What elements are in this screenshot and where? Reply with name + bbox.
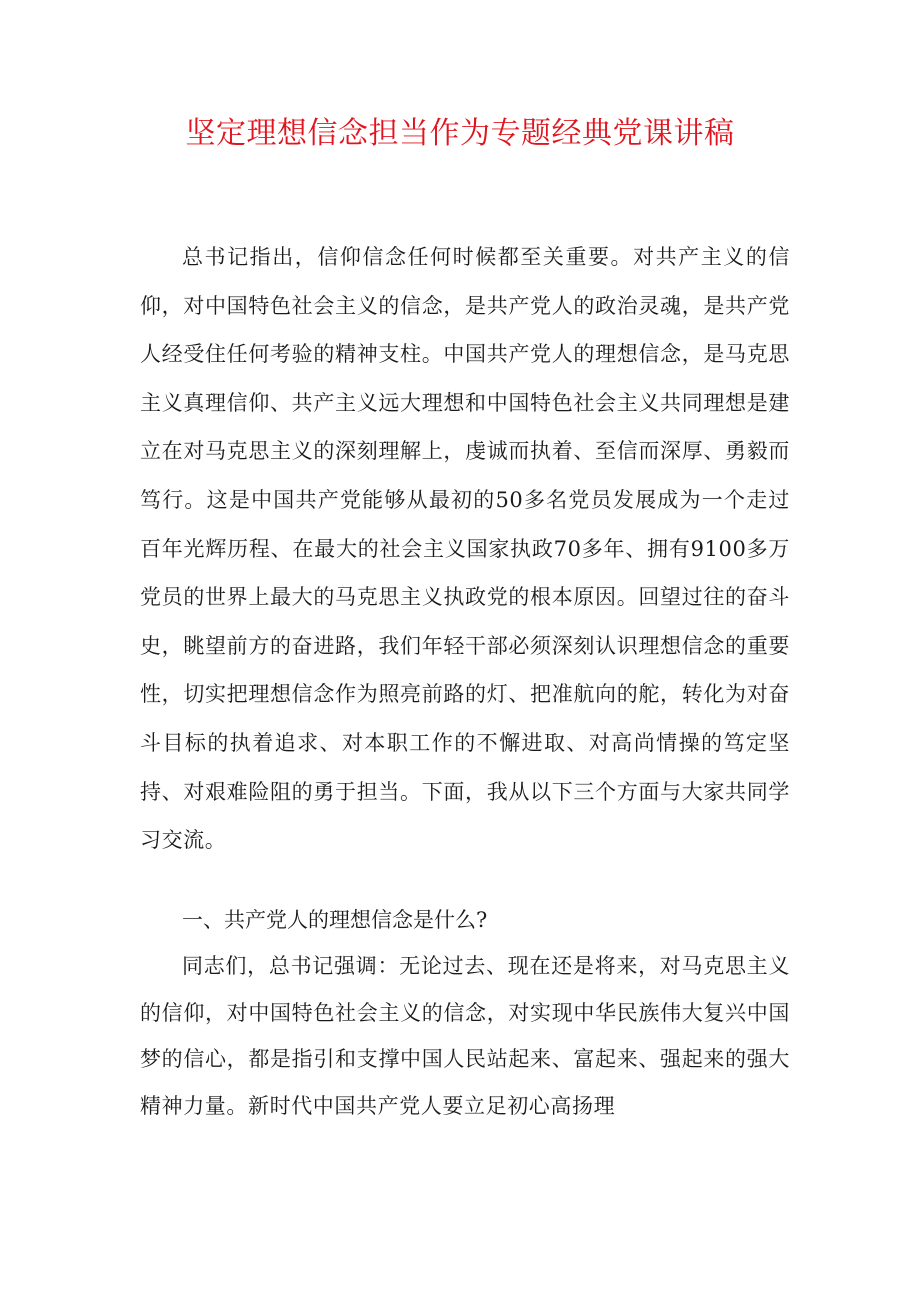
document-title: 坚定理想信念担当作为专题经典党课讲稿 xyxy=(185,116,735,151)
section-1-paragraph: 同志们，总书记强调：无论过去、现在还是将来，对马克思主义的信仰，对中国特色社会主义的信念，对实现中华民族伟大复兴中国梦的信心，都是指引和支撑中国人民站起来、富起来、强起来的强大精神力量。新时代中国共产党人要立足初心高扬理 xyxy=(140,954,790,1118)
section-heading-1: 一、共产党人的理想信念是什么? xyxy=(182,908,488,932)
intro-paragraph: 总书记指出，信仰信念任何时候都至关重要。对共产主义的信仰，对中国特色社会主义的信念，是共产党人的政治灵魂，是共产党人经受住任何考验的精神支柱。中国共产党人的理想信念，是马克思主义真理信仰、共产主义远大理想和中国特色社会主义共同理想是建立在对马克思主义的深刻理解上，虔诚而执着、至信而深厚、勇毅而笃行。这是中国共产党能够从最初的50多名党员发展成为一个走过百年光辉历程、在最大的社会主义国家执政70多年、拥有9100多万党员的世界上最大的马克思主义执政党的根本原因。回望过往的奋斗史，眺望前方的奋进路，我们年轻干部必须深刻认识理想信念的重要性，切实把理想信念作为照亮前路的灯、把准航向的舵，转化为对奋斗目标的执着追求、对本职工作的不懈进取、对高尚情操的笃定坚持、对艰难险阻的勇于担当。下面，我从以下三个方面与大家共同学习交流。 xyxy=(140,245,790,853)
